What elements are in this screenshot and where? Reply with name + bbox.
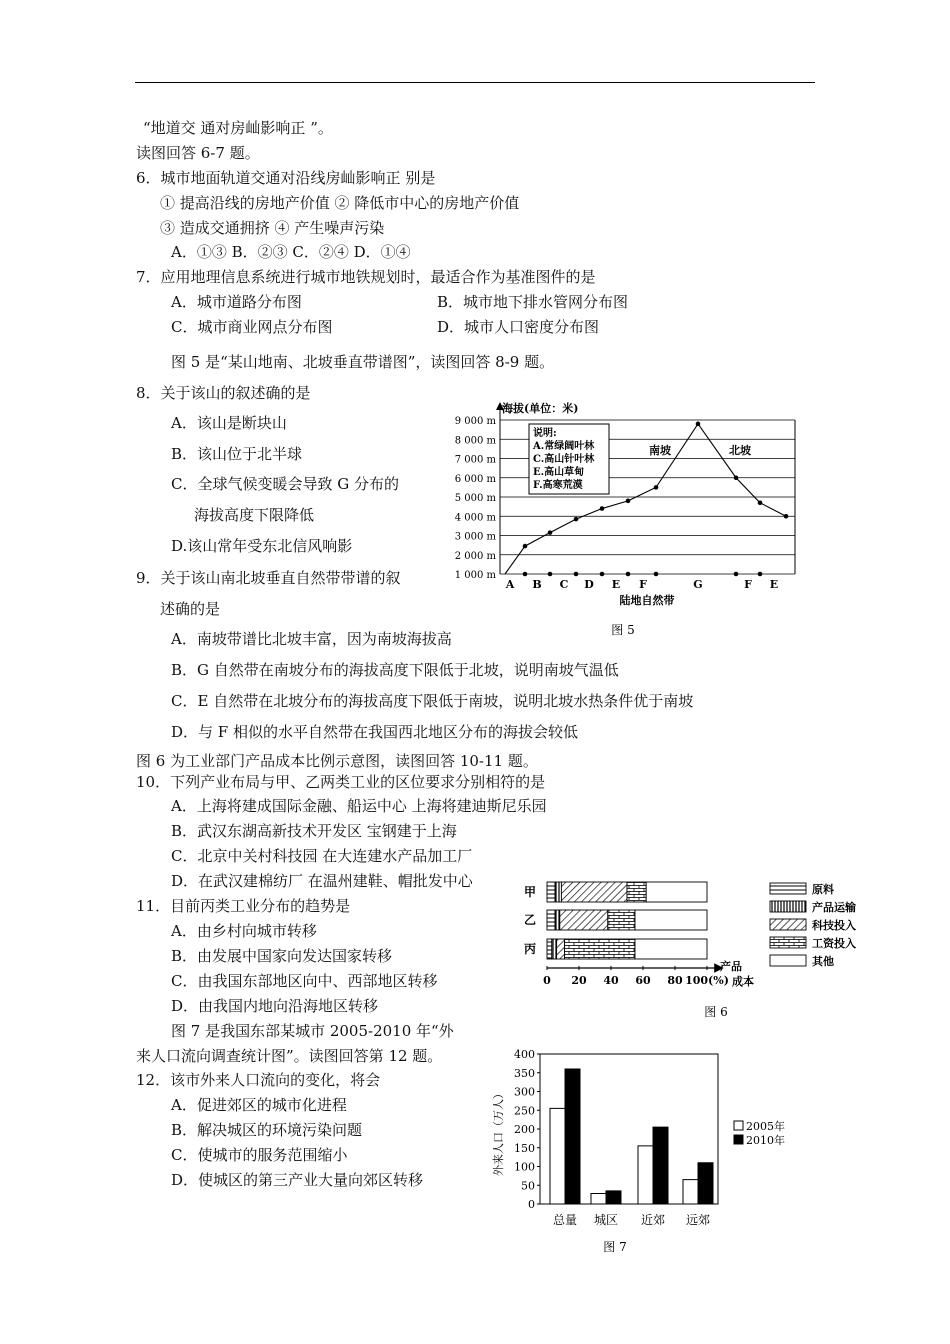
text-line-l39: B．解决城区的环境污染问题	[171, 1121, 363, 1139]
fig5-ytick: 9 000 m	[454, 416, 496, 427]
fig7-ytick: 0	[528, 1198, 535, 1211]
figure-6-chart	[522, 876, 872, 1021]
fig7-ytick: 150	[514, 1141, 535, 1155]
fig7-ytick: 200	[514, 1123, 535, 1136]
fig5-point	[784, 514, 789, 519]
fig6-caption: 图 6	[704, 1005, 728, 1019]
fig7-caption: 图 7	[603, 1240, 627, 1254]
fig7-ytick: 300	[514, 1085, 535, 1099]
fig6-bar-segment	[635, 910, 707, 930]
text-line-l34: D．由我国内地向沿海地区转移	[171, 997, 379, 1015]
fig5-xtick: E	[611, 578, 621, 591]
text-line-l37: 12．该市外来人口流向的变化，将会	[136, 1071, 381, 1089]
fig5-xtick: C	[559, 578, 569, 591]
fig5-ytick: 1 000 m	[454, 570, 496, 581]
fig5-xtick: E	[769, 578, 779, 591]
fig6-bar-segment	[627, 882, 646, 902]
fig6-bar-segment	[555, 910, 560, 930]
fig6-xtick: 0	[543, 974, 551, 987]
fig5-axis-dot	[734, 572, 739, 577]
fig7-ylabel: 外来人口（万人）	[492, 1088, 505, 1176]
fig5-legend-title: 说明:	[533, 428, 557, 439]
fig5-xtick: F	[744, 578, 752, 591]
fig6-legend-label: 科技投入	[812, 919, 856, 932]
fig5-axis-dot	[600, 572, 605, 577]
text-line-l9: C．城市商业网点分布图	[171, 318, 333, 336]
fig7-legend-label: 2010年	[746, 1134, 785, 1147]
text-line-l7: A．城市道路分布图	[171, 293, 302, 311]
text-line-l19: 述确的是	[160, 600, 221, 618]
fig7-legend-swatch	[734, 1135, 743, 1144]
figure-7-chart	[480, 1046, 810, 1261]
fig6-legend-label: 原料	[812, 883, 834, 896]
fig6-bar-segment	[555, 882, 561, 902]
fig7-bar	[653, 1127, 668, 1204]
fig5-legend-item: A.常绿阔叶林	[533, 441, 595, 452]
fig5-ylabel: 海拔(单位：米)	[502, 402, 579, 415]
fig6-bar-segment	[565, 939, 635, 959]
text-line-l18: 9．关于该山南北坡垂直自然带带谱的叙	[136, 569, 401, 587]
fig7-xtick: 总量	[552, 1213, 578, 1227]
fig5-caption: 图 5	[611, 623, 635, 637]
text-line-l38: A．促进郊区的城市化进程	[171, 1096, 347, 1114]
fig6-legend-label: 工资投入	[812, 937, 856, 950]
fig5-point	[548, 530, 553, 535]
fig7-bar	[565, 1069, 580, 1204]
fig6-legend-swatch	[770, 901, 806, 912]
fig5-xtick: D	[584, 578, 594, 591]
fig6-category-label: 丙	[524, 942, 537, 956]
fig6-xtick: 100(%)	[685, 974, 729, 987]
fig6-bar-segment	[547, 939, 552, 959]
text-line-l17: D.该山常年受东北信风响影	[171, 537, 353, 555]
fig5-axis-dot	[626, 572, 631, 577]
fig7-bar	[606, 1191, 621, 1204]
fig5-xtick: A	[505, 578, 515, 591]
fig6-xtick: 80	[667, 974, 683, 987]
text-line-l6: 7．应用地理信息系统进行城市地铁规划时，最适合作为基准图件的是	[136, 268, 596, 286]
fig5-point	[758, 500, 763, 505]
fig6-xtick: 40	[603, 974, 619, 987]
fig5-ytick: 5 000 m	[454, 493, 496, 504]
figure-5-chart	[440, 398, 810, 638]
fig5-ytick: 4 000 m	[454, 512, 496, 524]
fig5-point	[626, 499, 631, 504]
fig7-ytick: 400	[514, 1048, 535, 1061]
fig5-axis-dot	[548, 572, 553, 577]
text-line-l35: 图 7 是我国东部某城市 2005-2010 年“外	[171, 1022, 454, 1040]
fig5-legend-item: C.高山针叶林	[533, 454, 595, 465]
text-line-l4: ③ 造成交通拥挤 ④ 产生噪声污染	[160, 219, 385, 237]
fig7-ytick: 100	[514, 1160, 535, 1174]
fig7-legend-swatch	[734, 1121, 743, 1130]
fig5-axis-dot	[758, 572, 763, 577]
text-line-l27: B．武汉东湖高新技术开发区 宝钢建于上海	[171, 822, 457, 840]
fig5-point	[654, 485, 659, 490]
fig6-xlabel-2: 成本	[732, 975, 754, 988]
fig6-legend-swatch	[770, 937, 806, 948]
text-line-l24: 图 6 为工业部门产品成本比例示意图，读图回答 10-11 题。	[136, 752, 538, 770]
fig5-ytick: 8 000 m	[454, 435, 496, 447]
fig5-point	[523, 544, 528, 549]
text-line-l40: C．使城市的服务范围缩小	[171, 1146, 348, 1164]
header-rule	[135, 82, 815, 83]
fig6-bar-segment	[547, 910, 555, 930]
fig6-bar-segment	[635, 939, 707, 959]
text-line-l1: 读图回答 6-7 题。	[136, 144, 260, 162]
fig6-bar-segment	[646, 882, 707, 902]
text-line-l12: 8．关于该山的叙述确的是	[136, 384, 311, 402]
fig7-ytick: 250	[514, 1104, 535, 1118]
text-line-l5: A．①③ B．②③ C．②④ D．①④	[171, 243, 411, 261]
fig5-ytick: 3 000 m	[454, 531, 496, 543]
fig7-xtick: 近郊	[640, 1213, 666, 1227]
fig5-legend-item: E.高山草甸	[533, 467, 585, 478]
text-line-l36: 来人口流向调查统计图”。读图回答第 12 题。	[136, 1047, 443, 1065]
fig6-bar-segment	[561, 882, 627, 902]
fig7-legend-label: 2005年	[746, 1120, 785, 1133]
fig7-ytick: 50	[521, 1179, 535, 1193]
fig6-legend-swatch	[770, 919, 806, 930]
fig5-annotation-north: 北坡	[729, 444, 751, 457]
text-line-l20: A．南坡带谱比北坡丰富，因为南坡海拔高	[171, 630, 452, 648]
fig5-ytick: 2 000 m	[454, 550, 496, 562]
fig5-legend-item: F.高寒荒漠	[533, 480, 583, 491]
fig7-bar	[698, 1163, 713, 1204]
fig7-bar	[638, 1146, 653, 1204]
fig6-legend-swatch	[770, 883, 806, 894]
fig5-xtick: F	[639, 578, 647, 591]
fig5-axis-dot	[574, 572, 579, 577]
fig7-xtick: 城区	[593, 1213, 619, 1227]
text-line-l29: D．在武汉建棉纺厂 在温州建鞋、帽批发中心	[171, 872, 473, 890]
fig5-point	[574, 517, 579, 522]
fig7-xtick: 远郊	[685, 1213, 711, 1227]
fig5-ytick: 7 000 m	[454, 454, 496, 466]
text-line-l30: 11．目前丙类工业分布的趋势是	[136, 897, 351, 915]
fig5-point	[734, 475, 739, 480]
text-line-l10: D．城市人口密度分布图	[437, 318, 600, 336]
text-line-l32: B．由发展中国家向发达国家转移	[171, 947, 393, 965]
text-line-l16: 海拔高度下限降低	[194, 506, 315, 524]
fig5-xlabel: 陆地自然带	[619, 594, 675, 607]
fig6-xtick: 20	[571, 974, 587, 987]
fig7-bar	[591, 1194, 606, 1205]
text-line-l21: B．G 自然带在南坡分布的海拔高度下限低于北坡，说明南坡气温低	[171, 661, 619, 679]
fig5-axis-dot	[654, 572, 659, 577]
text-line-l0: “地道交 通对房屾影响正 ”。	[143, 119, 333, 137]
fig6-bar-segment	[557, 939, 565, 959]
fig6-legend-label: 产品运输	[812, 901, 856, 914]
fig6-legend-swatch	[770, 955, 806, 966]
fig6-bar-segment	[547, 882, 555, 902]
fig6-bar-segment	[560, 910, 608, 930]
fig5-axis-dot	[523, 572, 528, 577]
text-line-l2: 6．城市地面轨道交通对沿线房屾影响正 别是	[136, 169, 436, 187]
fig5-xtick: G	[693, 578, 703, 591]
fig7-bar	[550, 1108, 565, 1204]
text-line-l33: C．由我国东部地区向中、西部地区转移	[171, 972, 438, 990]
text-line-l31: A．由乡村向城市转移	[171, 922, 317, 940]
text-line-l3: ① 提高沿线的房地产价值 ② 降低市中心的房地产价值	[160, 194, 520, 212]
text-line-l14: B．该山位于北半球	[171, 445, 303, 463]
text-line-l26: A．上海将建成国际金融、船运中心 上海将建迪斯尼乐园	[171, 797, 547, 815]
text-line-l28: C．北京中关村科技园 在大连建水产品加工厂	[171, 847, 473, 865]
fig6-xtick: 60	[635, 974, 651, 987]
text-line-l8: B．城市地下排水管网分布图	[437, 293, 629, 311]
text-line-l13: A．该山是断块山	[171, 414, 287, 432]
text-line-l15: C．全球气候变暖会导致 G 分布的	[171, 475, 399, 493]
fig5-ytick: 6 000 m	[454, 473, 496, 485]
text-line-l23: D．与 F 相似的水平自然带在我国西北地区分布的海拔会较低	[171, 723, 578, 741]
fig6-category-label: 甲	[524, 885, 537, 899]
fig6-xlabel-1: 产品	[720, 960, 742, 973]
fig5-xtick: B	[532, 578, 542, 591]
fig5-annotation-south: 南坡	[649, 444, 671, 457]
text-line-l25: 10．下列产业布局与甲、乙两类工业的区位要求分别相符的是	[136, 773, 546, 791]
fig6-bar-segment	[608, 910, 635, 930]
fig7-ytick: 350	[514, 1066, 535, 1080]
fig7-bar	[683, 1180, 698, 1204]
fig6-bar-segment	[552, 939, 557, 959]
text-line-l41: D．使城区的第三产业大量向郊区转移	[171, 1171, 424, 1189]
fig5-point	[696, 422, 701, 427]
fig5-point	[600, 506, 605, 511]
fig6-legend-label: 其他	[812, 955, 834, 968]
fig6-category-label: 乙	[524, 913, 537, 927]
text-line-l22: C．E 自然带在北坡分布的海拔高度下限低于南坡，说明北坡水热条件优于南坡	[171, 692, 694, 710]
text-line-l11: 图 5 是“某山地南、北坡垂直带谱图”，读图回答 8-9 题。	[171, 353, 555, 371]
